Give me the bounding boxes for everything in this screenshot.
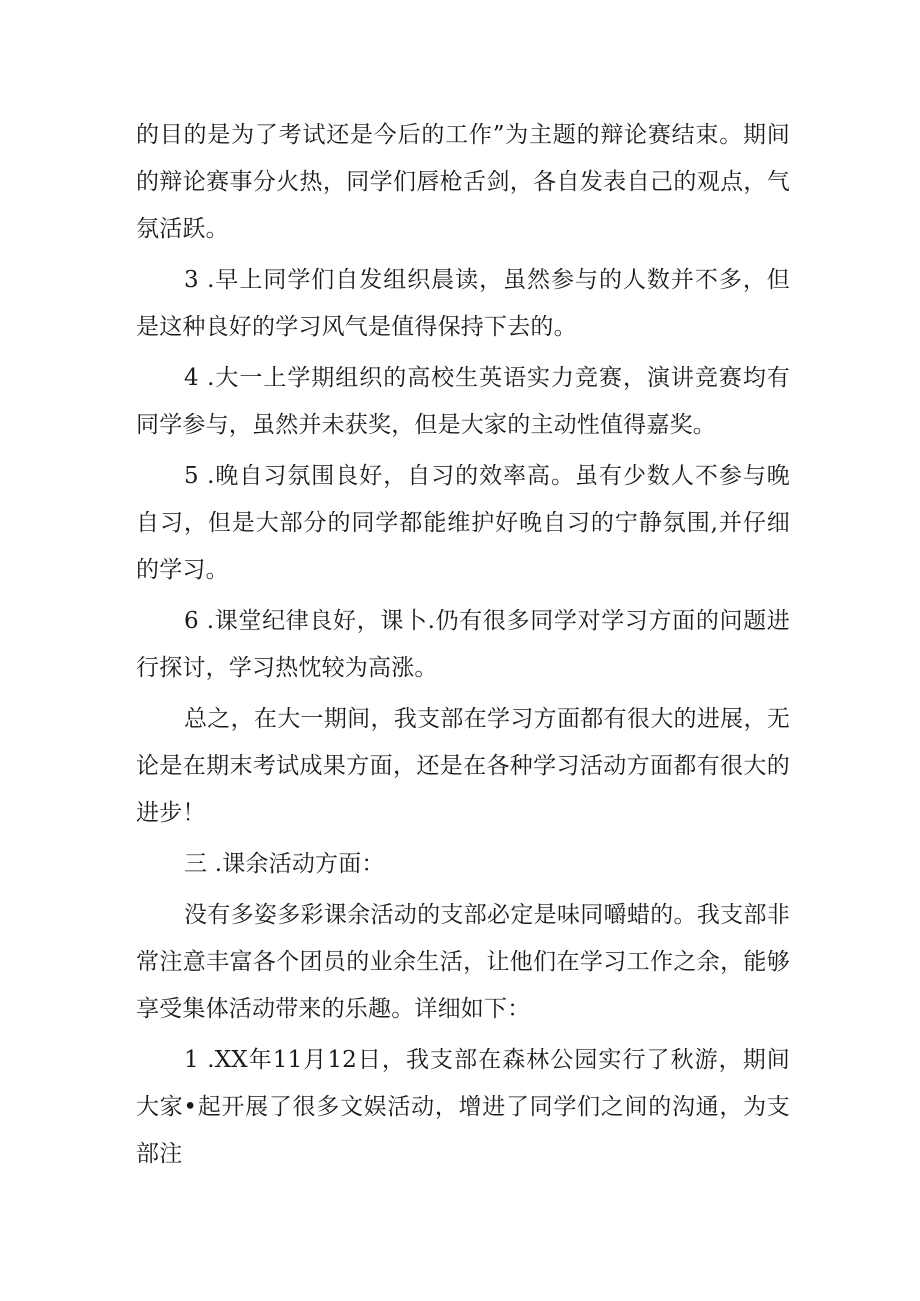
paragraph-summary: 总之，在大一期间，我支部在学习方面都有很大的进展，无论是在期末考试成果方面，还是在各种学习活动方面都有很大的进步！ <box>136 706 790 826</box>
paragraph-activity-1: 1 .XX年11月12日，我支部在森林公园实行了秋游，期间大家•起开展了很多文娱活动，增进了同学们之间的沟通，为支部注 <box>136 1047 790 1167</box>
paragraph-intro: 没有多姿多彩课余活动的支部必定是味同嚼蜡的。我支部非常注意丰富各个团员的业余生活，让他们在学习工作之余，能够享受集体活动带来的乐趣。详细如下： <box>136 902 790 1022</box>
paragraph-debate: 的目的是为了考试还是今后的工作”为主题的辩论赛结束。期间的辩论赛事分火热，同学们唇枪舌剑，各自发表自己的观点，气氛活跃。 <box>136 122 790 242</box>
paragraph-item-5: 5 .晚自习氛围良好，自习的效率高。虽有少数人不参与晚自习，但是大部分的同学都能维护好晚自习的宁静氛围,并仔细的学习。 <box>136 463 790 583</box>
paragraph-item-6: 6 .课堂纪律良好，课卜.仍有很多同学对学习方面的问题进行探讨，学习热忱较为高涨。 <box>136 608 790 681</box>
paragraph-item-4: 4 .大一上学期组织的高校生英语实力竞赛，演讲竞赛均有同学参与，虽然并未获奖，但是大家的主动性值得嘉奖。 <box>136 365 790 438</box>
section-heading-extracurricular: 三 .课余活动方面： <box>184 851 385 877</box>
document-body <box>136 112 790 1178</box>
paragraph-item-3: 3 .早上同学们自发组织晨读，虽然参与的人数并不多，但是这种良好的学习风气是值得保持下去的。 <box>136 267 790 340</box>
